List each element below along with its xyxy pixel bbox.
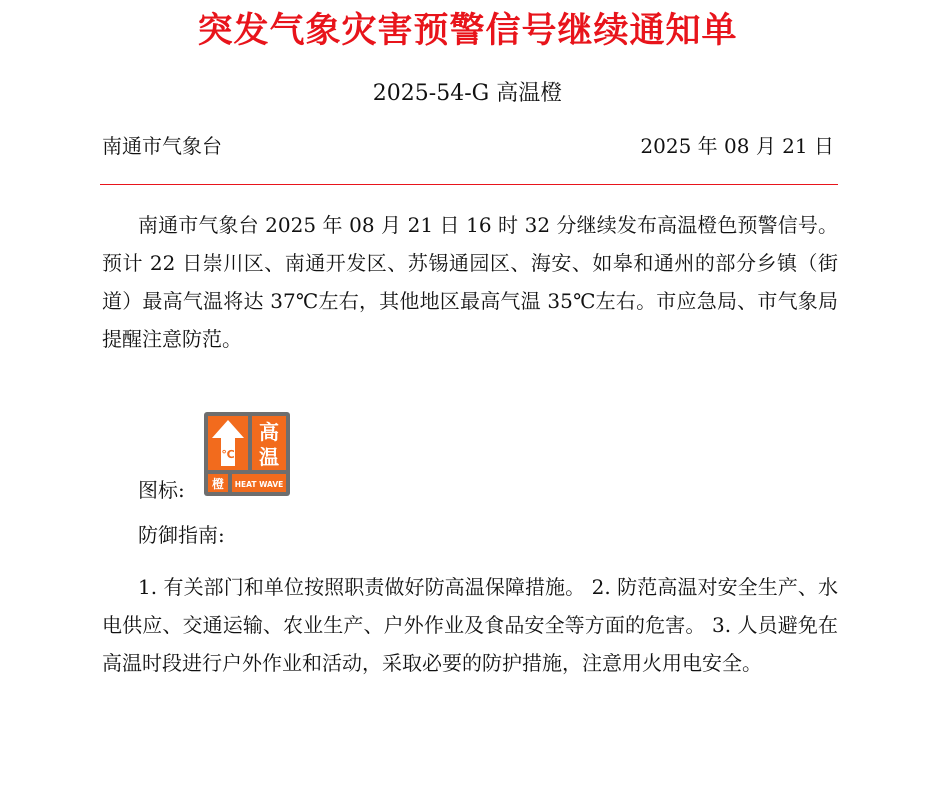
- icon-label: 图标:: [138, 478, 185, 502]
- icon-char-temp: 温: [259, 445, 279, 469]
- icon-english-label: HEAT WAVE: [234, 480, 284, 489]
- icon-char-high: 高: [259, 420, 279, 444]
- notice-title: 突发气象灾害预警信号继续通知单: [197, 10, 738, 51]
- issue-date: 2025 年 08 月 21 日: [640, 134, 834, 158]
- icon-level-char: 橙: [211, 477, 225, 491]
- celsius-symbol: ℃: [221, 448, 235, 461]
- guide-text: 1. 有关部门和单位按照职责做好防高温保障措施。 2. 防范高温对安全生产、水电供应、交通运输、农业生产、户外作业及食品安全等方面的危害。 3. 人员避免在高温时段进行户外作业和活动，采取必要的防护措施，注意用火用电安全。: [102, 575, 838, 675]
- heat-wave-orange-warning-icon: [204, 412, 290, 496]
- notice-code: 2025-54-G 高温橙: [372, 81, 563, 106]
- guide-heading: 防御指南:: [138, 523, 225, 547]
- header-divider: [100, 184, 838, 185]
- notice-body: 南通市气象台 2025 年 08 月 21 日 16 时 32 分继续发布高温橙色预警信号。预计 22 日崇川区、南通开发区、苏锡通园区、海安、如皋和通州的部分乡镇（街道）最高气温将达 37℃左右，其他地区最高气温 35℃左右。市应急局、市气象局提醒注意防范。: [102, 213, 838, 351]
- issuer-name: 南通市气象台: [102, 134, 222, 158]
